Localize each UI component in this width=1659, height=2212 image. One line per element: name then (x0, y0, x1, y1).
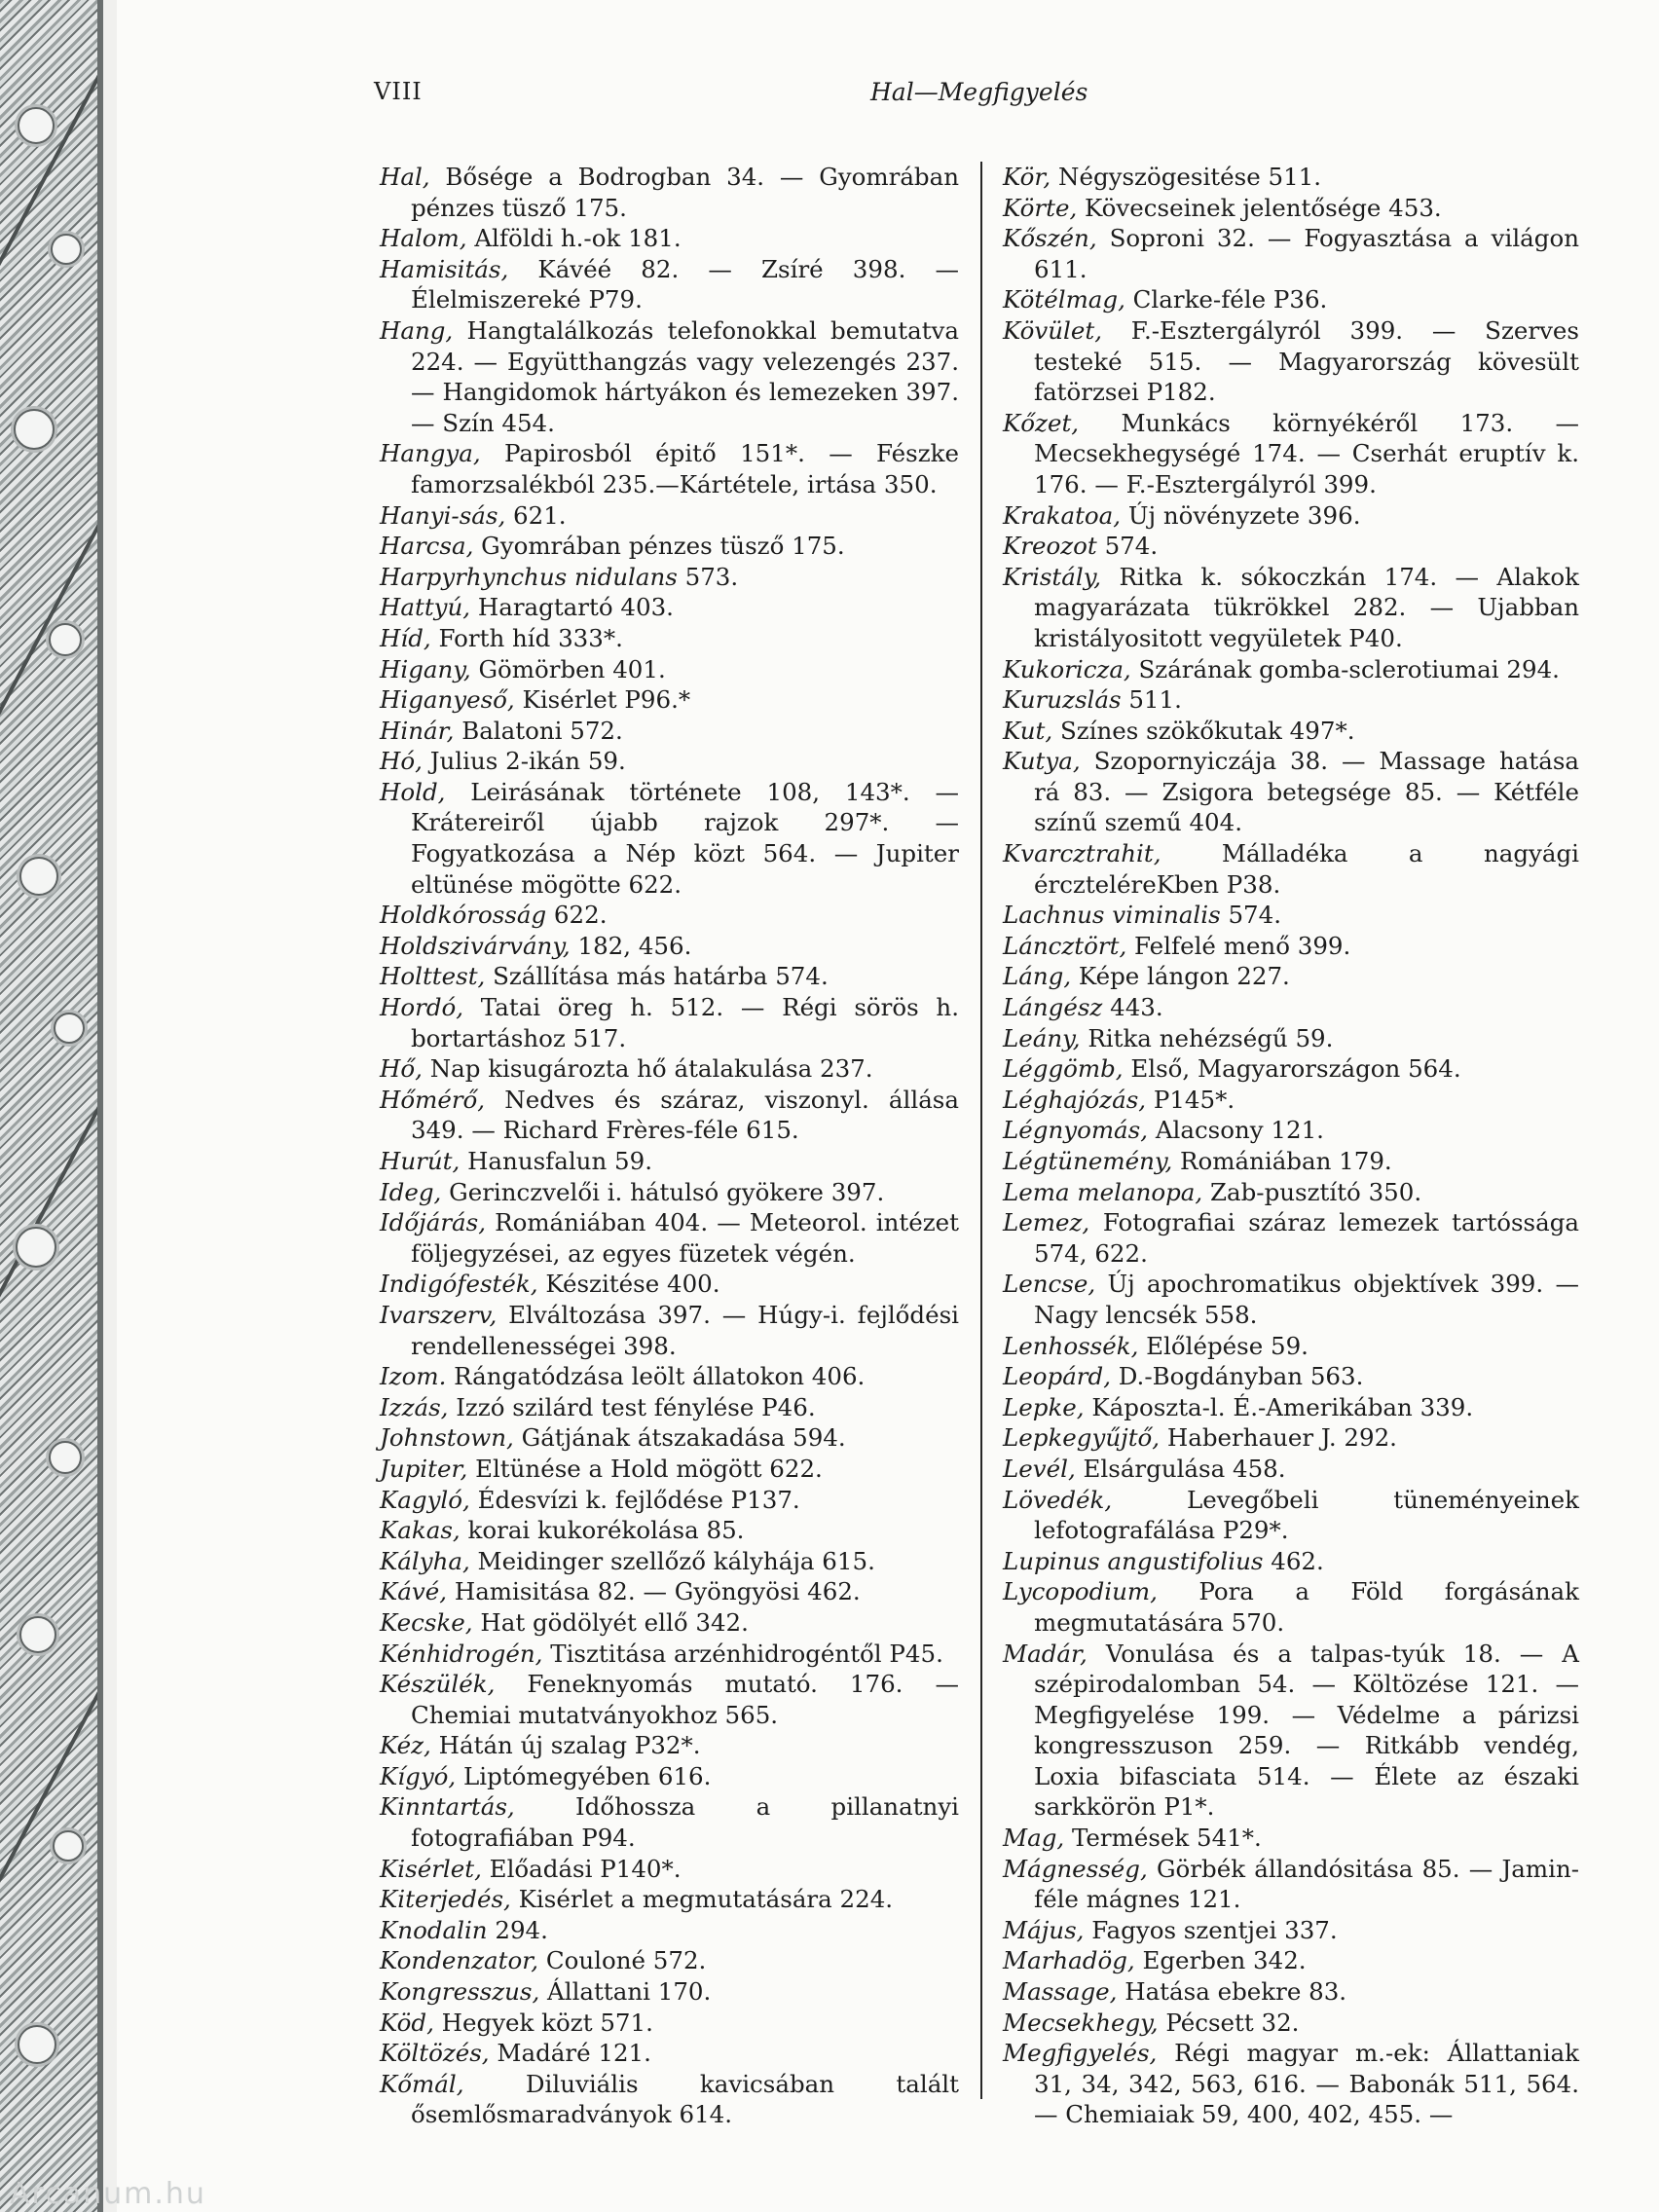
index-column-right (1003, 162, 1579, 2130)
entry-references: Forth híd 333*. (430, 623, 623, 652)
column-divider (980, 162, 982, 2099)
index-entry (1003, 1485, 1579, 1546)
index-entry (1003, 961, 1579, 992)
index-entry (1003, 1576, 1579, 1638)
entry-references: 443. (1102, 993, 1163, 1022)
entry-references: Kövecseinek jelentősége 453. (1077, 193, 1442, 222)
page-header (374, 78, 1094, 117)
index-entry (380, 1422, 959, 1454)
entry-references: Felfelé menő 399. (1126, 931, 1351, 960)
entry-headword: Izzás, (380, 1392, 449, 1421)
entry-references: Hátán új szalag P32*. (430, 1731, 701, 1760)
entry-headword: Mágnesség, (1003, 1854, 1148, 1883)
entry-headword: Higany, (380, 654, 471, 683)
index-entry (380, 1884, 959, 1915)
entry-references: Elváltozása 397. — Húgy-i. fejlődési rendellenességei 398. (411, 1300, 959, 1360)
index-entry (1003, 562, 1579, 654)
entry-references: Első, Magyarországon 564. (1123, 1054, 1461, 1084)
index-entry (380, 654, 959, 685)
index-entry (1003, 193, 1579, 224)
index-entry (1003, 1915, 1579, 1946)
index-column-left (380, 162, 959, 2130)
entry-headword: Mag, (1003, 1824, 1065, 1853)
index-entry (1003, 1422, 1579, 1454)
entry-references: Diluviális kavicsában talált ősemlősmaradványok 614. (411, 2069, 959, 2129)
entry-references: Liptómegyében 616. (456, 1761, 712, 1790)
entry-references: Káposzta-l. É.-Amerikában 339. (1084, 1392, 1474, 1421)
index-entry (380, 254, 959, 315)
entry-headword: Kőzet, (1003, 408, 1080, 437)
entry-references: Meidinger szellőző kályhája 615. (469, 1546, 875, 1575)
book-binding (0, 0, 97, 2212)
entry-headword: Lepkegyűjtő, (1003, 1423, 1161, 1453)
entry-references: Időhossza a pillanatnyi fotografiában P94. (411, 1792, 959, 1853)
entry-headword: Kövület, (1003, 315, 1102, 345)
index-entry (380, 1546, 959, 1577)
index-entry (380, 2038, 959, 2069)
index-entry (380, 992, 959, 1053)
entry-references: Clarke-féle P36. (1124, 285, 1328, 314)
entry-references: 573. (677, 562, 739, 591)
entry-references: Papirosból épitő 151*. — Fészke famorzsalékból 235.—Kártétele, irtása 350. (411, 439, 959, 498)
entry-references: Balatoni 572. (454, 716, 623, 745)
index-entry (380, 716, 959, 747)
entry-references: Előlépése 59. (1138, 1331, 1309, 1360)
index-entry (380, 1976, 959, 2008)
index-entry (1003, 1854, 1579, 1915)
entry-headword: Madár, (1003, 1639, 1088, 1668)
entry-headword: Lenhossék, (1003, 1331, 1139, 1360)
entry-headword: Higanyeső, (380, 685, 515, 715)
entry-headword: Massage, (1003, 1977, 1118, 2007)
index-entry (380, 1515, 959, 1546)
entry-references: Ritka nehézségű 59. (1080, 1023, 1334, 1052)
index-entry (380, 1915, 959, 1946)
entry-headword: Marhadög, (1003, 1946, 1135, 1975)
entry-references: Zab-pusztító 350. (1202, 1177, 1422, 1206)
entry-references: Hamisitása 82. — Gyöngyösi 462. (447, 1577, 861, 1606)
index-entry (1003, 2038, 1579, 2130)
entry-references: Fotografiai száraz lemezek tartóssága 574, 622. (1034, 1208, 1579, 1268)
entry-references: Julius 2-ikán 59. (422, 747, 626, 776)
index-entry (1003, 1085, 1579, 1116)
index-entry (380, 1607, 959, 1639)
entry-headword: Készülék, (380, 1670, 496, 1699)
entry-headword: Holdszivárvány, (380, 931, 571, 960)
entry-headword: Kuruzslás (1003, 685, 1122, 715)
entry-headword: Kecske, (380, 1607, 473, 1637)
index-entry (1003, 746, 1579, 838)
index-entry (380, 1269, 959, 1300)
entry-references: Pécsett 32. (1158, 2008, 1300, 2037)
entry-headword: Kávé, (380, 1577, 448, 1606)
index-entry (1003, 1945, 1579, 1976)
entry-headword: Izom. (380, 1362, 447, 1391)
index-entry (380, 438, 959, 499)
entry-references: P145*. (1146, 1085, 1235, 1114)
index-entry (1003, 838, 1579, 900)
entry-headword: Megfigyelés, (1003, 2039, 1158, 2068)
entry-references: Soproni 32. — Fogyasztása a világon 611. (1034, 224, 1579, 283)
entry-references: Nedves és száraz, viszonyl. állása 349. — Richard Frères-féle 615. (411, 1085, 959, 1145)
entry-references: Elsárgulása 458. (1075, 1454, 1286, 1483)
entry-references: Állattani 170. (539, 1977, 712, 2007)
entry-references: Kisérlet a megmutatására 224. (510, 1885, 894, 1914)
entry-headword: Krakatoa, (1003, 500, 1122, 530)
index-entry (1003, 162, 1579, 193)
index-entry (380, 1639, 959, 1670)
running-head: Hal—Megfigyelés (870, 78, 1088, 106)
entry-references: Szállítása más határba 574. (485, 962, 829, 991)
entry-headword: Hó, (380, 747, 423, 776)
entry-headword: Léghajózás, (1003, 1085, 1147, 1114)
entry-references: F.-Esztergályról 399. — Szerves testeké 515. — Magyarország kövesült fatörzsei P182. (1034, 315, 1579, 407)
entry-headword: Kagyló, (380, 1485, 470, 1514)
entry-headword: Légnyomás, (1003, 1116, 1149, 1145)
page-gutter (103, 0, 117, 2212)
entry-headword: Körte, (1003, 193, 1078, 222)
entry-headword: Leopárd, (1003, 1362, 1111, 1391)
entry-headword: Légtünemény, (1003, 1147, 1173, 1175)
entry-headword: Kutya, (1003, 747, 1081, 776)
entry-headword: Kisérlet, (380, 1854, 482, 1883)
entry-headword: Hurút, (380, 1147, 461, 1175)
entry-references: Feneknyomás mutató. 176. — Chemiai mutatványokhoz 565. (411, 1670, 959, 1729)
entry-references: Görbék állandósitása 85. — Jamin-féle mágnes 121. (1034, 1854, 1579, 1914)
index-entry (1003, 654, 1579, 685)
entry-headword: Ideg, (380, 1177, 442, 1206)
index-entry (380, 162, 959, 223)
index-entry (1003, 408, 1579, 500)
entry-headword: Lencse, (1003, 1270, 1096, 1299)
entry-headword: Lemez, (1003, 1208, 1090, 1237)
entry-headword: Kőszén, (1003, 224, 1097, 253)
entry-headword: Léggömb, (1003, 1054, 1124, 1084)
entry-references: 622. (546, 901, 608, 930)
index-entry (380, 1761, 959, 1792)
index-entry (380, 1669, 959, 1730)
entry-headword: Halom, (380, 224, 467, 253)
entry-headword: Lepke, (1003, 1392, 1085, 1421)
index-entry (380, 746, 959, 777)
entry-headword: Kénhidrogén, (380, 1639, 543, 1668)
entry-headword: Knodalin (380, 1915, 488, 1944)
entry-headword: Hattyú, (380, 593, 471, 622)
entry-references: Madáré 121. (489, 2039, 651, 2068)
entry-references: Bősége a Bodrogban 34. — Gyomrában pénzes tüsző 175. (411, 163, 959, 222)
index-entry (380, 900, 959, 931)
entry-references: Alacsony 121. (1148, 1116, 1324, 1145)
index-entry (1003, 1639, 1579, 1824)
index-entry (1003, 1115, 1579, 1146)
entry-references: Gömörben 401. (470, 654, 666, 683)
entry-references: Szárának gomba-sclerotiumai 294. (1130, 654, 1560, 683)
entry-headword: Holdkórosság (380, 901, 547, 930)
entry-headword: Indigófesték, (380, 1270, 538, 1299)
entry-references: Régi magyar m.-ek: Állattaniak 31, 34, 342, 563, 616. — Babonák 511, 564. — Chemiaiak 59, 400, 402, 455. — (1034, 2039, 1579, 2129)
entry-references: D.-Bogdányban 563. (1111, 1362, 1364, 1391)
entry-headword: Jupiter, (380, 1454, 468, 1483)
index-entry (380, 592, 959, 623)
index-entry (1003, 284, 1579, 315)
entry-references: 294. (487, 1915, 548, 1944)
entry-references: Nap kisugározta hő átalakulása 237. (422, 1054, 873, 1084)
entry-references: Hangtalálkozás telefonokkal bemutatva 224. — Együtthangzás vagy velezengés 237. — Hangidomok hártyákon és lemezeken 397. — Szín 454. (411, 315, 959, 437)
entry-references: Hanusfalun 59. (460, 1147, 652, 1175)
entry-references: Levegőbeli tüneményeinek lefotografálása P29*. (1034, 1485, 1579, 1545)
index-entry (380, 777, 959, 900)
index-entry (1003, 716, 1579, 747)
entry-headword: Lángész (1003, 993, 1103, 1022)
entry-headword: Láng, (1003, 962, 1072, 991)
entry-headword: Harcsa, (380, 532, 474, 561)
entry-references: Pora a Föld forgásának megmutatására 570. (1034, 1577, 1579, 1637)
entry-references: Előadási P140*. (481, 1854, 682, 1883)
entry-references: Alföldi h.-ok 181. (466, 224, 682, 253)
index-entry (380, 500, 959, 532)
index-entry (380, 223, 959, 254)
entry-references: Édesvízi k. fejlődése P137. (469, 1485, 800, 1514)
entry-references: Kisérlet P96.* (514, 685, 691, 715)
entry-headword: Hal, (380, 163, 430, 191)
entry-references: 574. (1220, 901, 1282, 930)
index-entry (380, 1730, 959, 1761)
index-entry (1003, 500, 1579, 532)
index-entry (1003, 1392, 1579, 1423)
entry-headword: Hordó, (380, 993, 464, 1022)
entry-headword: Harpyrhynchus nidulans (380, 562, 678, 591)
entry-references: Termések 541*. (1064, 1824, 1262, 1853)
index-entry (380, 931, 959, 962)
entry-headword: Kakas, (380, 1516, 461, 1545)
index-entry (1003, 1546, 1579, 1577)
index-entry (380, 1791, 959, 1853)
entry-headword: Hő, (380, 1054, 423, 1084)
entry-references: Rángatódzása leölt állatokon 406. (446, 1362, 866, 1391)
entry-headword: Kongresszus, (380, 1977, 540, 2007)
entry-headword: Kiterjedés, (380, 1885, 511, 1914)
entry-references: Gerinczvelői i. hátulsó gyökere 397. (441, 1177, 885, 1206)
index-entry (380, 1085, 959, 1146)
index-entry (380, 562, 959, 593)
index-entry (380, 2008, 959, 2039)
entry-headword: Kígyó, (380, 1761, 457, 1790)
index-entry (1003, 531, 1579, 562)
entry-references: Négyszögesitése 511. (1051, 163, 1322, 191)
entry-references: Couloné 572. (538, 1946, 707, 1975)
index-entry (380, 2069, 959, 2130)
entry-headword: Lycopodium, (1003, 1577, 1158, 1606)
entry-references: Romániában 179. (1172, 1147, 1392, 1175)
entry-references: Gyomrában pénzes tüsző 175. (473, 532, 845, 561)
entry-headword: Lachnus viminalis (1003, 901, 1221, 930)
entry-headword: Kéz, (380, 1731, 431, 1760)
entry-headword: Kreozot (1003, 532, 1097, 561)
entry-references: Készitése 400. (537, 1270, 720, 1299)
entry-headword: Köd, (380, 2008, 434, 2037)
index-entry (380, 1854, 959, 1885)
entry-references: Tatai öreg h. 512. — Régi sörös h. bortartáshoz 517. (411, 993, 959, 1052)
entry-references: Hegyek közt 571. (433, 2008, 653, 2037)
index-entry (1003, 1146, 1579, 1177)
entry-references: Fagyos szentjei 337. (1084, 1915, 1338, 1944)
index-entry (1003, 1331, 1579, 1362)
index-entry (1003, 931, 1579, 962)
entry-headword: Hang, (380, 315, 454, 345)
entry-references: Hatása ebekre 83. (1117, 1977, 1347, 2007)
entry-references: Málladéka a nagyági érczteléreKben P38. (1034, 839, 1579, 899)
entry-references: Színes szökőkutak 497*. (1052, 716, 1355, 745)
entry-headword: Hold, (380, 777, 446, 806)
entry-headword: Kályha, (380, 1546, 470, 1575)
index-entry (380, 531, 959, 562)
index-entry (380, 1945, 959, 1976)
entry-headword: Hangya, (380, 439, 481, 468)
index-entry (380, 1454, 959, 1485)
watermark: Arcanum.hu (10, 2177, 206, 2211)
index-entry (1003, 900, 1579, 931)
index-entry (380, 1053, 959, 1085)
entry-references: Leirásának története 108, 143*. — Krátereiről újabb rajzok 297*. — Fogyatkozása a Nép közt 564. — Jupiter eltünése mögötte 622. (411, 777, 959, 899)
entry-headword: Kőmál, (380, 2069, 464, 2098)
index-entry (1003, 2008, 1579, 2039)
entry-references: Új apochromatikus objektívek 399. — Nagy lencsék 558. (1034, 1270, 1579, 1329)
entry-headword: Kondenzator, (380, 1946, 539, 1975)
index-entry (1003, 1053, 1579, 1085)
entry-headword: Költözés, (380, 2039, 490, 2068)
entry-headword: Levél, (1003, 1454, 1076, 1483)
entry-references: Egerben 342. (1134, 1946, 1307, 1975)
entry-headword: Láncztört, (1003, 931, 1127, 960)
entry-references: Hat gödölyét ellő 342. (472, 1607, 749, 1637)
index-entry (1003, 992, 1579, 1023)
entry-headword: Híd, (380, 623, 431, 652)
index-entry (1003, 1023, 1579, 1054)
index-entry (1003, 1823, 1579, 1854)
index-entry (380, 1207, 959, 1269)
entry-references: Tisztitása arzénhidrogéntől P45. (542, 1639, 943, 1668)
entry-headword: Hőmérő, (380, 1085, 486, 1114)
entry-headword: Időjárás, (380, 1208, 486, 1237)
index-entry (1003, 315, 1579, 408)
entry-references: Vonulása és a talpas-tyúk 18. — A szépirodalomban 54. — Költözése 121. — Megfigyelése 199. — Védelme a párizsi kongresszuson 259. — Ritkább vendég, Loxia bifasciata 514. — Élete az északi sarkkörön P1*. (1034, 1639, 1579, 1822)
entry-references: Kávéé 82. — Zsíré 398. — Élelmiszereké P79. (411, 254, 959, 314)
entry-headword: Hamisitás, (380, 254, 509, 283)
entry-headword: Kukoricza, (1003, 654, 1131, 683)
entry-references: 511. (1121, 685, 1182, 715)
entry-headword: Kristály, (1003, 562, 1102, 591)
entry-headword: Johnstown, (380, 1423, 514, 1453)
entry-references: 621. (505, 500, 567, 530)
entry-references: Haragtartó 403. (470, 593, 674, 622)
entry-references: Izzó szilárd test fénylése P46. (448, 1392, 816, 1421)
index-entry (380, 1300, 959, 1361)
entry-headword: Holttest, (380, 962, 486, 991)
entry-headword: Hinár, (380, 716, 455, 745)
entry-headword: Ivarszerv, (380, 1300, 498, 1329)
entry-references: Haberhauer J. 292. (1160, 1423, 1397, 1453)
index-entry (1003, 684, 1579, 716)
entry-headword: Kvarcztrahit, (1003, 839, 1161, 868)
index-entry (380, 1177, 959, 1208)
index-entry (1003, 1361, 1579, 1392)
entry-headword: Május, (1003, 1915, 1085, 1944)
entry-references: 182, 456. (570, 931, 692, 960)
index-entry (380, 1361, 959, 1392)
entry-headword: Leány, (1003, 1023, 1081, 1052)
entry-headword: Hanyi-sás, (380, 500, 506, 530)
entry-references: 574. (1096, 532, 1159, 561)
index-entry (1003, 1269, 1579, 1330)
index-entry (1003, 1177, 1579, 1208)
index-entry (380, 961, 959, 992)
index-entry (1003, 1976, 1579, 2008)
entry-headword: Lövedék, (1003, 1485, 1113, 1514)
entry-headword: Lema melanopa, (1003, 1177, 1203, 1206)
page-number: VIII (374, 78, 423, 105)
index-entry (1003, 1207, 1579, 1269)
entry-references: Képe lángon 227. (1071, 962, 1290, 991)
entry-references: Új növényzete 396. (1121, 500, 1361, 530)
entry-references: Ritka k. sókoczkán 174. — Alakok magyarázata tükrökkel 282. — Ujabban kristályositott vegyületek P40. (1034, 562, 1579, 652)
index-entry (1003, 223, 1579, 284)
entry-headword: Kötélmag, (1003, 285, 1125, 314)
entry-headword: Mecsekhegy, (1003, 2008, 1159, 2037)
entry-references: Romániában 404. — Meteorol. intézet följegyzései, az egyes füzetek végén. (411, 1208, 959, 1268)
index-entry (380, 1392, 959, 1423)
index-entry (1003, 1454, 1579, 1485)
entry-headword: Kinntartás, (380, 1792, 515, 1822)
entry-references: korai kukorékolása 85. (460, 1516, 745, 1545)
entry-headword: Kör, (1003, 163, 1051, 191)
index-entry (380, 1485, 959, 1516)
entry-references: Eltünése a Hold mögött 622. (467, 1454, 823, 1483)
entry-references: Munkács környékéről 173. — Mecsekhegységé 174. — Cserhát eruptív k. 176. — F.-Esztergályról 399. (1034, 408, 1579, 498)
index-entry (380, 1576, 959, 1607)
index-entry (380, 1146, 959, 1177)
index-entry (380, 684, 959, 716)
index-entry (380, 623, 959, 654)
entry-headword: Kut, (1003, 716, 1053, 745)
entry-references: Gátjának átszakadása 594. (513, 1423, 846, 1453)
entry-references: 462. (1263, 1546, 1324, 1575)
index-entry (380, 315, 959, 438)
entry-headword: Lupinus angustifolius (1003, 1546, 1264, 1575)
entry-references: Szopornyiczája 38. — Massage hatása rá 83. — Zsigora betegsége 85. — Kétféle színű szemű 404. (1034, 747, 1579, 837)
